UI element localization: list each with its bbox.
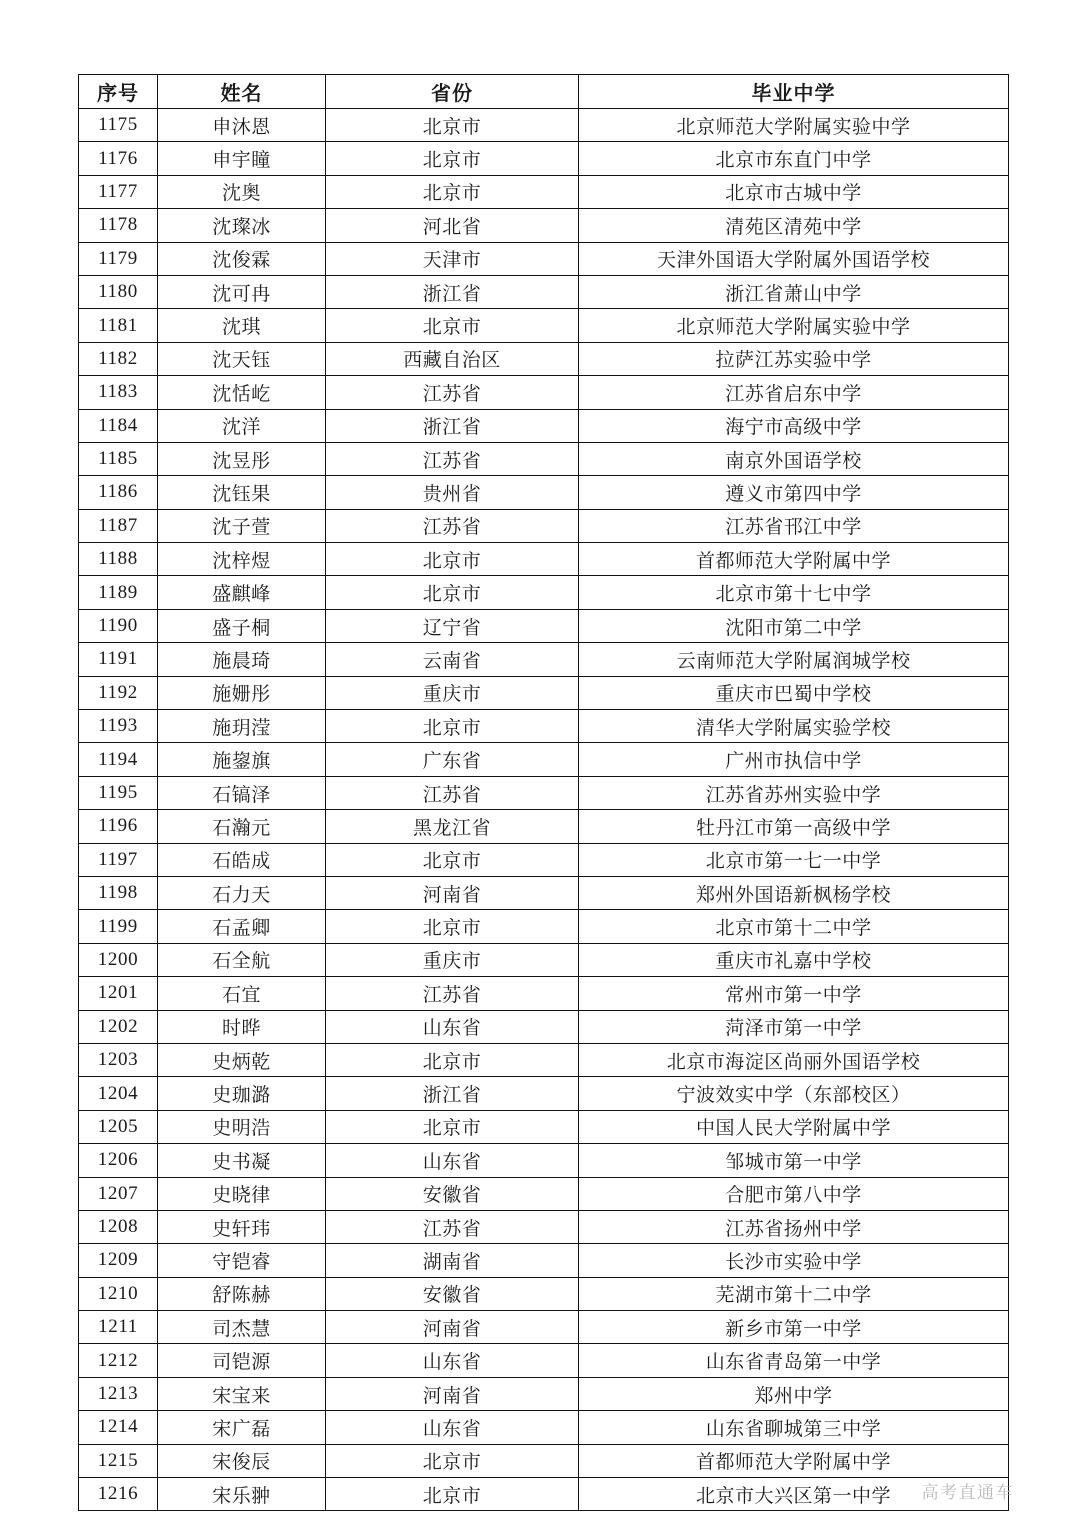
table-row xyxy=(79,242,1009,275)
cell-province: 山东省 xyxy=(326,1010,579,1043)
cell-school: 北京市大兴区第一中学 xyxy=(579,1478,1009,1511)
column-header-name: 姓名 xyxy=(158,75,326,109)
table-row xyxy=(79,543,1009,576)
cell-school: 邹城市第一中学 xyxy=(579,1144,1009,1177)
table-row xyxy=(79,943,1009,976)
cell-province: 北京市 xyxy=(326,1110,579,1143)
cell-name: 宋俊辰 xyxy=(158,1444,326,1477)
cell-name: 申宇瞳 xyxy=(158,142,326,175)
cell-school: 北京市第十七中学 xyxy=(579,576,1009,609)
cell-name: 沈子萱 xyxy=(158,509,326,542)
table-row xyxy=(79,1311,1009,1344)
cell-name: 沈洋 xyxy=(158,409,326,442)
cell-name: 沈俊霖 xyxy=(158,242,326,275)
cell-province: 江苏省 xyxy=(326,376,579,409)
cell-school: 北京市第一七一中学 xyxy=(579,843,1009,876)
table-row xyxy=(79,1043,1009,1076)
cell-name: 施鋆旗 xyxy=(158,743,326,776)
table-row xyxy=(79,1277,1009,1310)
table-row xyxy=(79,676,1009,709)
cell-school: 北京师范大学附属实验中学 xyxy=(579,309,1009,342)
cell-school: 江苏省启东中学 xyxy=(579,376,1009,409)
cell-province: 安徽省 xyxy=(326,1277,579,1310)
cell-index: 1175 xyxy=(79,109,158,142)
cell-name: 时晔 xyxy=(158,1010,326,1043)
cell-province: 浙江省 xyxy=(326,1077,579,1110)
cell-name: 宋乐翀 xyxy=(158,1478,326,1511)
cell-index: 1188 xyxy=(79,543,158,576)
table-row xyxy=(79,175,1009,208)
cell-index: 1210 xyxy=(79,1277,158,1310)
cell-school: 北京市古城中学 xyxy=(579,175,1009,208)
cell-name: 史晓律 xyxy=(158,1177,326,1210)
cell-school: 北京市第十二中学 xyxy=(579,910,1009,943)
cell-index: 1206 xyxy=(79,1144,158,1177)
cell-name: 司杰慧 xyxy=(158,1311,326,1344)
column-header-province: 省份 xyxy=(326,75,579,109)
cell-province: 山东省 xyxy=(326,1411,579,1444)
cell-name: 沈可冉 xyxy=(158,275,326,308)
cell-index: 1187 xyxy=(79,509,158,542)
cell-school: 新乡市第一中学 xyxy=(579,1311,1009,1344)
cell-index: 1211 xyxy=(79,1311,158,1344)
table-row xyxy=(79,1244,1009,1277)
cell-index: 1185 xyxy=(79,442,158,475)
cell-index: 1212 xyxy=(79,1344,158,1377)
cell-index: 1194 xyxy=(79,743,158,776)
cell-name: 宋宝来 xyxy=(158,1377,326,1410)
cell-name: 石皓成 xyxy=(158,843,326,876)
cell-index: 1213 xyxy=(79,1377,158,1410)
cell-school: 广州市执信中学 xyxy=(579,743,1009,776)
cell-school: 牡丹江市第一高级中学 xyxy=(579,810,1009,843)
cell-name: 石力天 xyxy=(158,876,326,909)
cell-index: 1203 xyxy=(79,1043,158,1076)
cell-name: 石孟卿 xyxy=(158,910,326,943)
cell-school: 北京市海淀区尚丽外国语学校 xyxy=(579,1043,1009,1076)
table-row xyxy=(79,609,1009,642)
cell-name: 史书凝 xyxy=(158,1144,326,1177)
cell-province: 北京市 xyxy=(326,910,579,943)
table-row xyxy=(79,509,1009,542)
cell-school: 山东省聊城第三中学 xyxy=(579,1411,1009,1444)
column-header-index: 序号 xyxy=(79,75,158,109)
table-row xyxy=(79,376,1009,409)
cell-school: 山东省青岛第一中学 xyxy=(579,1344,1009,1377)
cell-index: 1201 xyxy=(79,977,158,1010)
cell-index: 1178 xyxy=(79,209,158,242)
cell-name: 石宜 xyxy=(158,977,326,1010)
cell-school: 宁波效实中学（东部校区） xyxy=(579,1077,1009,1110)
student-roster-table xyxy=(78,74,1009,1511)
cell-index: 1191 xyxy=(79,643,158,676)
cell-province: 云南省 xyxy=(326,643,579,676)
table-row xyxy=(79,1110,1009,1143)
cell-province: 北京市 xyxy=(326,1444,579,1477)
cell-index: 1202 xyxy=(79,1010,158,1043)
cell-province: 山东省 xyxy=(326,1144,579,1177)
cell-school: 拉萨江苏实验中学 xyxy=(579,342,1009,375)
cell-name: 沈天钰 xyxy=(158,342,326,375)
cell-name: 石镐泽 xyxy=(158,776,326,809)
cell-province: 黑龙江省 xyxy=(326,810,579,843)
cell-index: 1189 xyxy=(79,576,158,609)
cell-index: 1193 xyxy=(79,710,158,743)
cell-province: 北京市 xyxy=(326,576,579,609)
cell-name: 沈琪 xyxy=(158,309,326,342)
table-row xyxy=(79,1210,1009,1243)
table-row xyxy=(79,1478,1009,1511)
cell-name: 宋广磊 xyxy=(158,1411,326,1444)
table-row xyxy=(79,1077,1009,1110)
table-row xyxy=(79,309,1009,342)
cell-index: 1204 xyxy=(79,1077,158,1110)
table-header xyxy=(79,75,1009,109)
cell-province: 北京市 xyxy=(326,142,579,175)
cell-index: 1184 xyxy=(79,409,158,442)
cell-index: 1208 xyxy=(79,1210,158,1243)
cell-school: 沈阳市第二中学 xyxy=(579,609,1009,642)
table-row xyxy=(79,910,1009,943)
cell-name: 史明浩 xyxy=(158,1110,326,1143)
cell-province: 河南省 xyxy=(326,1377,579,1410)
cell-index: 1197 xyxy=(79,843,158,876)
cell-name: 施晨琦 xyxy=(158,643,326,676)
cell-school: 芜湖市第十二中学 xyxy=(579,1277,1009,1310)
cell-province: 山东省 xyxy=(326,1344,579,1377)
cell-school: 重庆市礼嘉中学校 xyxy=(579,943,1009,976)
cell-province: 北京市 xyxy=(326,843,579,876)
cell-index: 1216 xyxy=(79,1478,158,1511)
cell-school: 首都师范大学附属中学 xyxy=(579,1444,1009,1477)
cell-province: 北京市 xyxy=(326,309,579,342)
cell-school: 中国人民大学附属中学 xyxy=(579,1110,1009,1143)
cell-school: 清苑区清苑中学 xyxy=(579,209,1009,242)
cell-index: 1207 xyxy=(79,1177,158,1210)
cell-name: 史轩玮 xyxy=(158,1210,326,1243)
cell-index: 1205 xyxy=(79,1110,158,1143)
cell-index: 1183 xyxy=(79,376,158,409)
cell-name: 沈奥 xyxy=(158,175,326,208)
cell-name: 盛麒峰 xyxy=(158,576,326,609)
table-row xyxy=(79,342,1009,375)
cell-school: 江苏省苏州实验中学 xyxy=(579,776,1009,809)
cell-school: 江苏省邗江中学 xyxy=(579,509,1009,542)
table-row xyxy=(79,1144,1009,1177)
cell-index: 1214 xyxy=(79,1411,158,1444)
cell-province: 北京市 xyxy=(326,1478,579,1511)
cell-name: 司铠源 xyxy=(158,1344,326,1377)
table-row xyxy=(79,643,1009,676)
table-row xyxy=(79,1377,1009,1410)
cell-name: 舒陈赫 xyxy=(158,1277,326,1310)
table-row xyxy=(79,209,1009,242)
table-row xyxy=(79,442,1009,475)
table-row xyxy=(79,710,1009,743)
table-row xyxy=(79,1010,1009,1043)
cell-name: 守铠睿 xyxy=(158,1244,326,1277)
cell-school: 浙江省萧山中学 xyxy=(579,275,1009,308)
cell-index: 1196 xyxy=(79,810,158,843)
cell-province: 浙江省 xyxy=(326,409,579,442)
cell-name: 沈梓煜 xyxy=(158,543,326,576)
cell-index: 1179 xyxy=(79,242,158,275)
table-row xyxy=(79,977,1009,1010)
cell-index: 1195 xyxy=(79,776,158,809)
cell-index: 1200 xyxy=(79,943,158,976)
cell-province: 江苏省 xyxy=(326,442,579,475)
cell-province: 河南省 xyxy=(326,1311,579,1344)
cell-name: 施玥滢 xyxy=(158,710,326,743)
cell-index: 1190 xyxy=(79,609,158,642)
cell-province: 江苏省 xyxy=(326,977,579,1010)
table-row xyxy=(79,109,1009,142)
cell-school: 云南师范大学附属润城学校 xyxy=(579,643,1009,676)
cell-index: 1186 xyxy=(79,476,158,509)
cell-province: 江苏省 xyxy=(326,776,579,809)
cell-province: 浙江省 xyxy=(326,275,579,308)
cell-province: 天津市 xyxy=(326,242,579,275)
cell-school: 重庆市巴蜀中学校 xyxy=(579,676,1009,709)
table-row xyxy=(79,843,1009,876)
cell-school: 江苏省扬州中学 xyxy=(579,1210,1009,1243)
table-row xyxy=(79,776,1009,809)
cell-province: 北京市 xyxy=(326,1043,579,1076)
cell-province: 北京市 xyxy=(326,175,579,208)
table-row xyxy=(79,743,1009,776)
cell-school: 海宁市高级中学 xyxy=(579,409,1009,442)
cell-province: 湖南省 xyxy=(326,1244,579,1277)
cell-name: 盛子桐 xyxy=(158,609,326,642)
cell-school: 常州市第一中学 xyxy=(579,977,1009,1010)
cell-index: 1198 xyxy=(79,876,158,909)
cell-province: 北京市 xyxy=(326,543,579,576)
cell-province: 贵州省 xyxy=(326,476,579,509)
cell-school: 郑州中学 xyxy=(579,1377,1009,1410)
cell-name: 沈璨冰 xyxy=(158,209,326,242)
watermark: 高考直通车 xyxy=(921,1483,1014,1502)
cell-province: 重庆市 xyxy=(326,943,579,976)
cell-index: 1192 xyxy=(79,676,158,709)
column-header-school: 毕业中学 xyxy=(579,75,1009,109)
cell-name: 沈昱彤 xyxy=(158,442,326,475)
table-row xyxy=(79,1177,1009,1210)
cell-name: 史炳乾 xyxy=(158,1043,326,1076)
cell-province: 河北省 xyxy=(326,209,579,242)
cell-name: 石全航 xyxy=(158,943,326,976)
cell-school: 合肥市第八中学 xyxy=(579,1177,1009,1210)
table-row xyxy=(79,810,1009,843)
cell-index: 1199 xyxy=(79,910,158,943)
cell-province: 广东省 xyxy=(326,743,579,776)
cell-province: 重庆市 xyxy=(326,676,579,709)
cell-index: 1181 xyxy=(79,309,158,342)
cell-school: 郑州外国语新枫杨学校 xyxy=(579,876,1009,909)
table-row xyxy=(79,576,1009,609)
table-row xyxy=(79,1344,1009,1377)
cell-province: 北京市 xyxy=(326,710,579,743)
cell-school: 长沙市实验中学 xyxy=(579,1244,1009,1277)
cell-province: 江苏省 xyxy=(326,1210,579,1243)
cell-province: 安徽省 xyxy=(326,1177,579,1210)
cell-school: 遵义市第四中学 xyxy=(579,476,1009,509)
cell-index: 1177 xyxy=(79,175,158,208)
cell-index: 1176 xyxy=(79,142,158,175)
cell-name: 石瀚元 xyxy=(158,810,326,843)
cell-school: 天津外国语大学附属外国语学校 xyxy=(579,242,1009,275)
cell-school: 南京外国语学校 xyxy=(579,442,1009,475)
cell-school: 菏泽市第一中学 xyxy=(579,1010,1009,1043)
table-header-row xyxy=(79,75,1009,109)
cell-province: 北京市 xyxy=(326,109,579,142)
cell-province: 江苏省 xyxy=(326,509,579,542)
cell-school: 清华大学附属实验学校 xyxy=(579,710,1009,743)
cell-index: 1180 xyxy=(79,275,158,308)
cell-school: 北京师范大学附属实验中学 xyxy=(579,109,1009,142)
table-row xyxy=(79,1411,1009,1444)
cell-index: 1182 xyxy=(79,342,158,375)
table-row xyxy=(79,1444,1009,1477)
cell-name: 施姗彤 xyxy=(158,676,326,709)
table-body xyxy=(79,109,1009,1511)
table-row xyxy=(79,476,1009,509)
cell-school: 北京市东直门中学 xyxy=(579,142,1009,175)
table-row xyxy=(79,876,1009,909)
cell-name: 申沐恩 xyxy=(158,109,326,142)
table-row xyxy=(79,142,1009,175)
cell-school: 首都师范大学附属中学 xyxy=(579,543,1009,576)
cell-name: 沈恬屹 xyxy=(158,376,326,409)
cell-province: 辽宁省 xyxy=(326,609,579,642)
cell-province: 西藏自治区 xyxy=(326,342,579,375)
cell-index: 1215 xyxy=(79,1444,158,1477)
table-row xyxy=(79,275,1009,308)
cell-province: 河南省 xyxy=(326,876,579,909)
cell-name: 沈钰果 xyxy=(158,476,326,509)
cell-name: 史珈潞 xyxy=(158,1077,326,1110)
table-row xyxy=(79,409,1009,442)
cell-index: 1209 xyxy=(79,1244,158,1277)
